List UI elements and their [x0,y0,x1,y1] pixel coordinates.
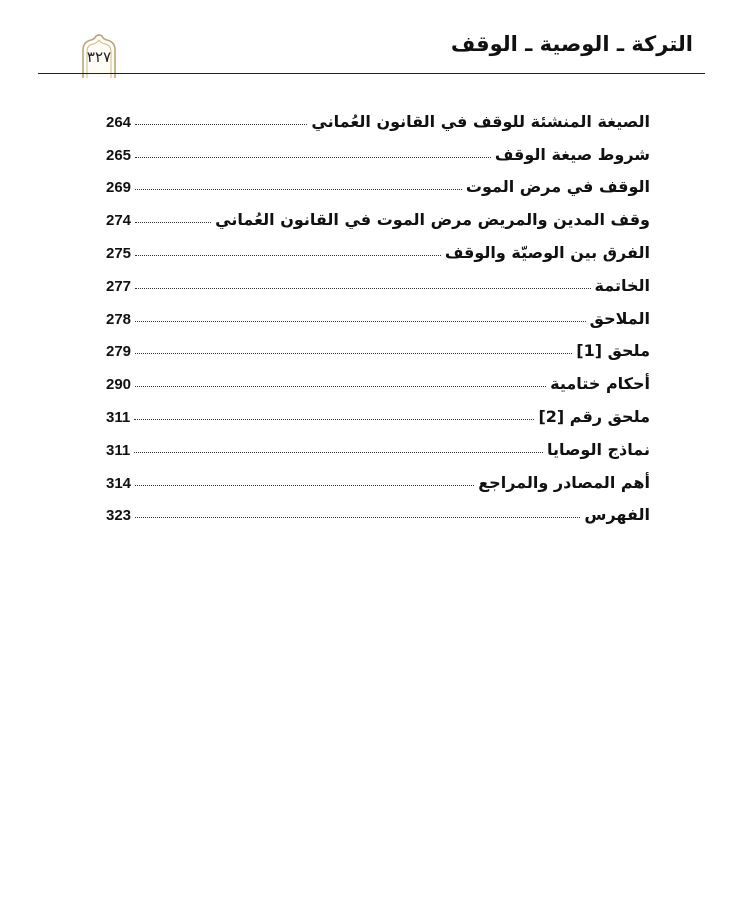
dot-leader [135,123,307,125]
toc-entry-title: الفهرس [584,505,650,525]
toc-entry-title: أهم المصادر والمراجع [478,472,650,492]
dot-leader [135,254,441,256]
dot-leader [135,221,211,223]
toc-entry-page: 264 [106,113,132,131]
toc-entry[interactable] [106,393,650,426]
dot-leader [134,451,543,453]
toc-entry[interactable] [106,164,650,197]
book-title: التركة ـ الوصية ـ الوقف [450,32,693,56]
toc-entry-page: 274 [106,212,132,230]
toc-entry-title: ملحق [1] [576,341,650,361]
running-header [38,28,705,74]
toc-entry-title: شروط صيغة الوقف [494,144,650,164]
toc-entry-page: 311 [106,408,131,426]
toc-entry[interactable] [106,459,650,492]
toc-entry-page: 323 [106,507,132,525]
dot-leader [135,287,591,289]
dot-leader [135,484,474,486]
toc-entry[interactable] [106,328,650,361]
toc-entry-title: وقف المدين والمريض مرض الموت في القانون العُماني [215,210,650,230]
toc-entry-page: 277 [106,277,132,295]
page-number: ٣٢٧ [86,48,112,66]
toc-entry-page: 311 [106,441,131,459]
toc-entry-title: أحكام ختامية [550,374,650,394]
dot-leader [135,188,462,190]
toc-entry[interactable] [106,492,650,525]
dot-leader [135,320,586,322]
toc-entry-page: 269 [106,179,132,197]
toc-entry-title: الوقف في مرض الموت [465,177,650,197]
toc-entry[interactable] [106,295,650,328]
dot-leader [135,156,491,158]
toc-entry[interactable] [106,426,650,459]
toc-entry[interactable] [106,229,650,262]
dot-leader [135,516,580,518]
toc-entry[interactable] [106,196,650,229]
dot-leader [135,385,546,387]
toc-entry-title: الخاتمة [594,275,650,295]
table-of-contents [106,98,650,524]
toc-entry-page: 275 [106,244,132,262]
header-rule [38,73,705,74]
toc-entry-title: الفرق بين الوصيّة والوقف [444,242,650,262]
toc-entry[interactable] [106,131,650,164]
toc-entry-page: 290 [106,376,132,394]
dot-leader [134,418,534,420]
toc-entry-title: الصيغة المنشئة للوقف في القانون العُماني [311,111,650,131]
toc-entry-title: الملاحق [589,308,650,328]
toc-entry-title: نماذج الوصايا [546,439,650,459]
toc-entry-page: 278 [106,310,132,328]
toc-entry[interactable] [106,98,650,131]
toc-entry-page: 265 [106,146,132,164]
page-number-badge [80,34,118,78]
dot-leader [135,352,572,354]
toc-entry-page: 279 [106,343,132,361]
toc-entry-title: ملحق رقم [2] [538,406,650,426]
toc-entry-page: 314 [106,474,132,492]
toc-entry[interactable] [106,262,650,295]
toc-entry[interactable] [106,360,650,393]
